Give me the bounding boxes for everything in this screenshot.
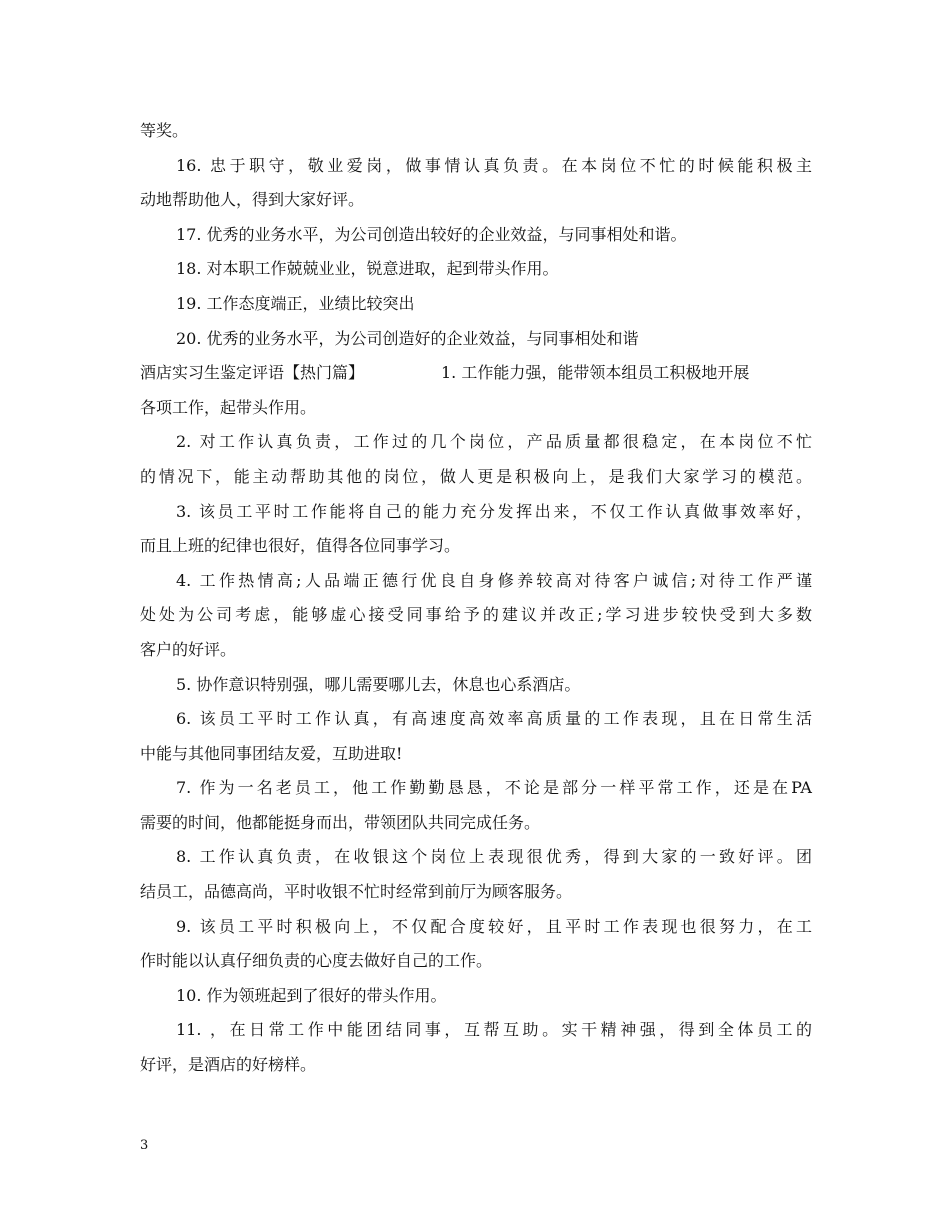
- section-heading: 酒店实习生鉴定评语【热门篇】: [140, 363, 365, 383]
- paragraph-line: 客户的好评。: [140, 639, 237, 659]
- paragraph-line: 19. 工作态度端正，业绩比较突出: [176, 293, 415, 313]
- section-heading-line: [140, 356, 812, 391]
- paragraph-line: 16. 忠于职守，敬业爱岗，做事情认真负责。在本岗位不忙的时候能积极主: [176, 155, 812, 175]
- paragraph-line: 8. 工作认真负责，在收银这个岗位上表现很优秀，得到大家的一致好评。团: [176, 847, 812, 867]
- paragraph-line: 7. 作为一名老员工，他工作勤勤恳恳，不论是部分一样平常工作，还是在PA: [176, 778, 812, 798]
- paragraph-line: 5. 协作意识特别强，哪儿需要哪儿去，休息也心系酒店。: [176, 674, 581, 694]
- paragraph-line: 1. 工作能力强，能带领本组员工积极地开展: [441, 363, 750, 383]
- paragraph-line: 20. 优秀的业务水平，为公司创造好的企业效益，与同事相处和谐: [176, 328, 639, 348]
- paragraph-line: 处处为公司考虑，能够虚心接受同事给予的建议并改正;学习进步较快受到大多数: [140, 605, 812, 625]
- paragraph-line: 2. 对工作认真负责，工作过的几个岗位，产品质量都很稳定，在本岗位不忙: [176, 432, 812, 452]
- paragraph-line: 17. 优秀的业务水平，为公司创造出较好的企业效益，与同事相处和谐。: [176, 224, 687, 244]
- paragraph-line: 而且上班的纪律也很好，值得各位同事学习。: [140, 536, 461, 556]
- paragraph-line: 4. 工作热情高;人品端正德行优良自身修养较高对待客户诚信;对待工作严谨: [176, 570, 812, 590]
- paragraph-line: 11. ，在日常工作中能团结同事，互帮互助。实干精神强，得到全体员工的: [176, 1020, 812, 1040]
- paragraph-line: 作时能以认真仔细负责的心度去做好自己的工作。: [140, 951, 493, 971]
- paragraph-line: 6. 该员工平时工作认真，有高速度高效率高质量的工作表现，且在日常生活: [176, 709, 812, 729]
- document-body: [140, 114, 812, 1083]
- paragraph-line: 中能与其他同事团结友爱，互助进取!: [140, 743, 403, 763]
- paragraph-line: 18. 对本职工作兢兢业业，锐意进取，起到带头作用。: [176, 259, 559, 279]
- paragraph-line: 10. 作为领班起到了很好的带头作用。: [176, 985, 447, 1005]
- paragraph-line: 动地帮助他人，得到大家好评。: [140, 190, 365, 210]
- paragraph-line: 结员工，品德高尚，平时收银不忙时经常到前厅为顾客服务。: [140, 882, 573, 902]
- paragraph-line: 好评，是酒店的好榜样。: [140, 1055, 317, 1075]
- paragraph-line: 3. 该员工平时工作能将自己的能力充分发挥出来，不仅工作认真做事效率好，: [176, 501, 812, 521]
- paragraph-line: 需要的时间，他都能挺身而出，带领团队共同完成任务。: [140, 812, 541, 832]
- paragraph-line: 9. 该员工平时积极向上，不仅配合度较好，且平时工作表现也很努力，在工: [176, 916, 812, 936]
- paragraph-line: 各项工作，起带头作用。: [140, 397, 317, 417]
- paragraph-line: 等奖。: [140, 121, 189, 140]
- paragraph-line: 的情况下，能主动帮助其他的岗位，做人更是积极向上，是我们大家学习的模范。: [140, 466, 812, 486]
- page-number: 3: [140, 1138, 149, 1153]
